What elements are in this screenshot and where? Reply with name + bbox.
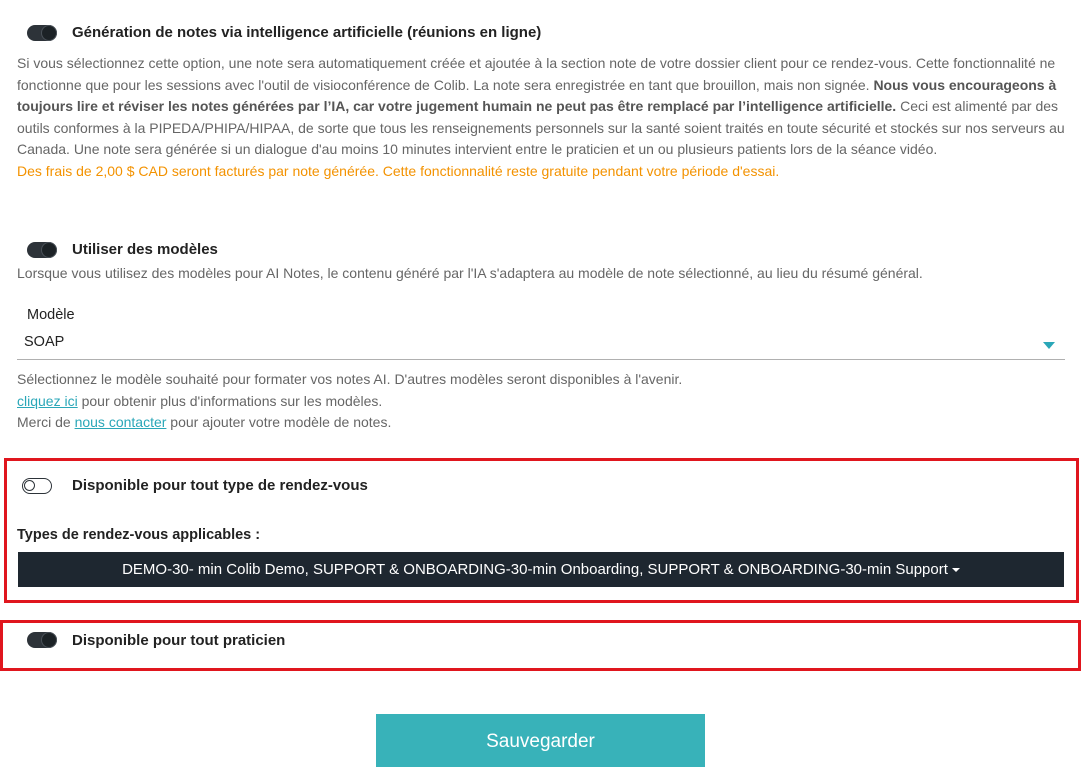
caret-down-icon <box>952 568 960 572</box>
chevron-down-icon[interactable] <box>1043 342 1055 349</box>
ai-notes-title: Génération de notes via intelligence artificielle (réunions en ligne) <box>72 24 542 41</box>
appointment-types-label: Disponible pour tout type de rendez-vous <box>72 477 368 494</box>
appointment-types-toggle[interactable] <box>22 478 52 494</box>
more-info-link[interactable]: cliquez ici <box>17 392 78 409</box>
applicable-types-label: Types de rendez-vous applicables : <box>17 527 261 543</box>
template-select-underline <box>17 359 1065 360</box>
templates-description: Lorsque vous utilisez des modèles pour AI Notes, le contenu généré par l'IA s'adaptera au modèle de note sélectionné, au lieu du résumé général. <box>17 265 923 281</box>
fee-notice: Des frais de 2,00 $ CAD seront facturés par note générée. Cette fonctionnalité reste gratuite pendant votre période d'essai. <box>17 162 780 179</box>
appointment-types-selected: DEMO-30- min Colib Demo, SUPPORT & ONBOARDING-30-min Onboarding, SUPPORT & ONBOARDING-30-min Support <box>122 561 948 578</box>
templates-title: Utiliser des modèles <box>72 241 218 258</box>
practitioners-label: Disponible pour tout praticien <box>72 632 286 649</box>
templates-toggle[interactable] <box>27 242 57 258</box>
appointment-types-select[interactable] <box>18 552 1064 587</box>
practitioners-toggle[interactable] <box>27 632 57 648</box>
ai-notes-description <box>17 53 1067 182</box>
templates-help <box>17 369 1067 434</box>
ai-notes-desc-part2: Ceci est alimenté par des outils conformes à la PIPEDA/PHIPA/HIPAA, de sorte que tous les renseignements personnels sur la santé soient traités en toute sécurité et stockés sur nos serveurs au Canada. Une note sera générée si un dialogue d'au moins 10 minutes intervient entre le praticien et un ou plusieurs patients lors de la séance vidéo. <box>17 98 1065 157</box>
contact-us-link[interactable]: nous contacter <box>74 414 167 430</box>
ai-notes-desc-bold: Nous vous encourageons à toujours lire et réviser les notes générées par l’IA, car votre jugement humain ne peut pas être remplacé par l’intelligence artificielle. <box>17 76 1057 114</box>
templates-help-line1: Sélectionnez le modèle souhaité pour formater vos notes AI. D'autres modèles seront disponibles à l'avenir. <box>17 371 683 387</box>
template-select-label: Modèle <box>27 307 75 323</box>
ai-notes-desc-part1: Si vous sélectionnez cette option, une note sera automatiquement créée et ajoutée à la section note de votre dossier client pour ce rendez-vous. Cette fonctionnalité ne fonctionne que pour les sessions avec l'outil de visioconférence de Colib. La note sera enregistrée en tant que brouillon, mais non signée. <box>17 55 1056 93</box>
ai-notes-toggle[interactable] <box>27 25 57 41</box>
templates-help-line3: pour ajouter votre modèle de notes. <box>166 414 392 430</box>
template-select[interactable]: SOAP <box>24 334 65 350</box>
templates-help-line2: pour obtenir plus d'informations sur les modèles. <box>77 392 383 409</box>
templates-help-line3-prefix: Merci de <box>17 414 75 430</box>
save-button[interactable]: Sauvegarder <box>376 714 705 767</box>
